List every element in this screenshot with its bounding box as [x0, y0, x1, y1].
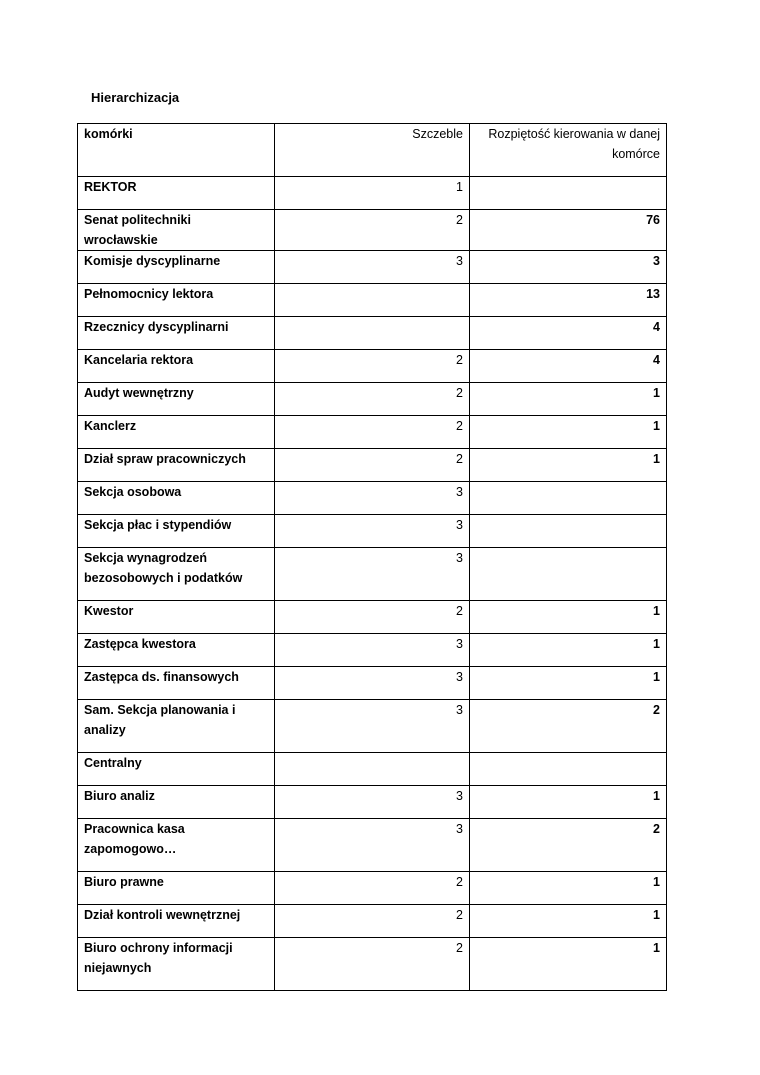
table-row: [78, 938, 667, 991]
cell-name: Audyt wewnętrzny: [78, 383, 275, 416]
table-row: [78, 786, 667, 819]
cell-level: 2: [275, 601, 470, 634]
cell-span: [470, 753, 667, 786]
cell-name: Kancelaria rektora: [78, 350, 275, 383]
cell-name: Biuro prawne: [78, 872, 275, 905]
cell-span: 76: [470, 210, 667, 251]
cell-name: Sekcja wynagrodzeń bezosobowych i podatków: [78, 548, 275, 601]
table-row: [78, 251, 667, 284]
table-row: [78, 634, 667, 667]
cell-name: REKTOR: [78, 177, 275, 210]
table-row: [78, 177, 667, 210]
header-level: Szczeble: [275, 124, 470, 177]
table-row: [78, 383, 667, 416]
table-row: [78, 872, 667, 905]
table-row: [78, 482, 667, 515]
cell-span: 1: [470, 905, 667, 938]
cell-span: [470, 515, 667, 548]
cell-span: 1: [470, 601, 667, 634]
cell-level: 2: [275, 210, 470, 251]
cell-level: 2: [275, 350, 470, 383]
cell-span: 13: [470, 284, 667, 317]
table-header-row: [78, 124, 667, 177]
cell-level: 3: [275, 700, 470, 753]
cell-span: 1: [470, 383, 667, 416]
cell-span: 2: [470, 700, 667, 753]
cell-name: Biuro ochrony informacji niejawnych: [78, 938, 275, 991]
cell-span: 1: [470, 872, 667, 905]
table-row: [78, 515, 667, 548]
cell-level: 2: [275, 416, 470, 449]
cell-name: Komisje dyscyplinarne: [78, 251, 275, 284]
header-name: komórki: [78, 124, 275, 177]
cell-level: 3: [275, 515, 470, 548]
cell-span: 1: [470, 938, 667, 991]
cell-span: 4: [470, 317, 667, 350]
cell-span: 1: [470, 786, 667, 819]
table-row: [78, 601, 667, 634]
cell-level: 2: [275, 872, 470, 905]
cell-level: 3: [275, 786, 470, 819]
cell-name: Sam. Sekcja planowania i analizy: [78, 700, 275, 753]
table-row: [78, 350, 667, 383]
table-row: [78, 284, 667, 317]
table-row: [78, 548, 667, 601]
cell-name: Kwestor: [78, 601, 275, 634]
cell-level: 2: [275, 449, 470, 482]
header-span: Rozpiętość kierowania w danej komórce: [470, 124, 667, 177]
cell-name: Rzecznicy dyscyplinarni: [78, 317, 275, 350]
cell-name: Senat politechniki wrocławskie: [78, 210, 275, 251]
cell-name: Zastępca ds. finansowych: [78, 667, 275, 700]
cell-span: 1: [470, 634, 667, 667]
table-row: [78, 416, 667, 449]
cell-name: Biuro analiz: [78, 786, 275, 819]
cell-name: Dział spraw pracowniczych: [78, 449, 275, 482]
table-row: [78, 317, 667, 350]
table-row: [78, 700, 667, 753]
cell-level: [275, 753, 470, 786]
page-title: Hierarchizacja: [91, 90, 180, 105]
cell-name: Kanclerz: [78, 416, 275, 449]
cell-span: 3: [470, 251, 667, 284]
cell-name: Sekcja płac i stypendiów: [78, 515, 275, 548]
table-row: [78, 210, 667, 251]
cell-span: 2: [470, 819, 667, 872]
cell-level: 1: [275, 177, 470, 210]
hierarchy-table: [77, 123, 667, 991]
cell-name: Dział kontroli wewnętrznej: [78, 905, 275, 938]
cell-span: 1: [470, 667, 667, 700]
cell-level: 3: [275, 819, 470, 872]
cell-name: Zastępca kwestora: [78, 634, 275, 667]
cell-name: Sekcja osobowa: [78, 482, 275, 515]
cell-span: 4: [470, 350, 667, 383]
table-row: [78, 667, 667, 700]
cell-name: Pracownica kasa zapomogowo…: [78, 819, 275, 872]
table-row: [78, 819, 667, 872]
cell-name: Centralny: [78, 753, 275, 786]
cell-level: 3: [275, 482, 470, 515]
table-row: [78, 753, 667, 786]
cell-level: 2: [275, 938, 470, 991]
table-row: [78, 449, 667, 482]
cell-span: [470, 177, 667, 210]
cell-name: Pełnomocnicy lektora: [78, 284, 275, 317]
cell-level: [275, 284, 470, 317]
cell-span: 1: [470, 449, 667, 482]
cell-level: 3: [275, 251, 470, 284]
cell-level: 2: [275, 905, 470, 938]
cell-level: 3: [275, 634, 470, 667]
cell-level: 3: [275, 667, 470, 700]
table-row: [78, 905, 667, 938]
cell-level: 3: [275, 548, 470, 601]
cell-level: [275, 317, 470, 350]
cell-level: 2: [275, 383, 470, 416]
cell-span: [470, 548, 667, 601]
cell-span: [470, 482, 667, 515]
cell-span: 1: [470, 416, 667, 449]
